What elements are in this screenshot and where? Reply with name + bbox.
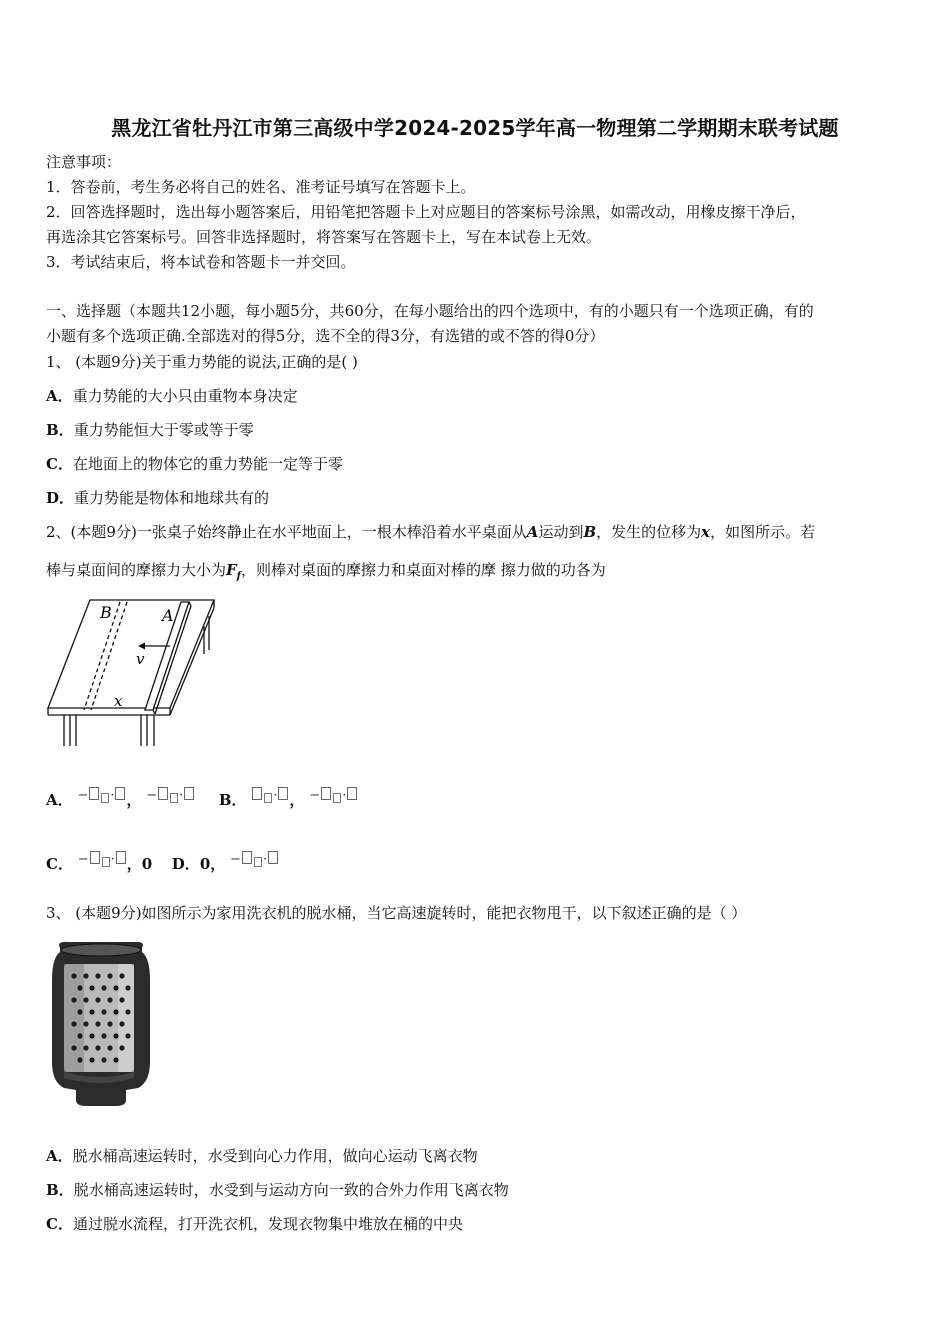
q3-option-c-letter: C． [46,1215,73,1233]
q2-option-d-letter: D． [171,855,200,873]
q3-option-c-text: 通过脱水流程，打开洗衣机，发现衣物集中堆放在桶的中央 [72,1215,463,1233]
q1-stem: 1、 (本题9分)关于重力势能的说法,正确的是( ) [46,353,358,371]
q2-force-symbol: F [226,561,237,579]
q2-option-b-formula-1: · [251,788,289,803]
figure-label-a: A [162,606,174,625]
q2-option-c-zero: 0 [141,855,153,873]
q2-option-a-letter: A． [46,791,73,809]
q2-option-b-comma: ， [289,791,305,809]
q1-option-b [46,420,254,440]
q1-option-a-letter: A． [46,387,73,405]
figure-label-v: v [136,650,145,668]
q2-option-d-zero: 0 [199,855,211,873]
page-title: 黑龙江省牡丹江市第三高级中学2024-2025学年高一物理第二学期期末联考试题 [111,116,839,140]
q1-option-c-text: 在地面上的物体它的重力势能一定等于零 [72,455,343,473]
q1-option-a [46,386,298,406]
q2-stem-text-4: ，如图所示。若 [710,523,816,541]
notice-item-3: 3．考试结束后，将本试卷和答题卡一并交回。 [46,253,356,271]
notice-item-1: 1．答卷前，考生务必将自己的姓名、准考证号填写在答题卡上。 [46,178,476,196]
q3-option-b [46,1180,509,1200]
q2-option-c-letter: C． [46,855,73,873]
q3-option-a-text: 脱水桶高速运转时，水受到向心力作用，做向心运动飞离衣物 [72,1147,478,1165]
figure-label-b: B [100,603,112,622]
q1-option-d-text: 重力势能是物体和地球共有的 [74,489,270,507]
q2-stem-line1 [46,522,815,542]
q3-option-b-text: 脱水桶高速运转时，水受到与运动方向一致的合外力作用飞离衣物 [73,1181,509,1199]
q2-options-row-cd: C． − · ，0 D．0， − · [46,854,279,876]
q2-stem-text-5: 棒与桌面间的摩擦力大小为 [46,561,227,579]
figure-label-x: x [114,692,123,710]
q2-option-b-formula-2: − · [309,788,358,803]
q3-option-c [46,1214,463,1234]
q2-stem-text-2: 运动到 [538,523,584,541]
notice-heading: 注意事项： [46,153,122,171]
q2-point-a: A [526,523,539,541]
q3-stem: 3、 (本题9分)如图所示为家用洗衣机的脱水桶，当它高速旋转时，能把衣物甩干，以下叙述正确的是（ ） [46,904,747,922]
q2-stem-text-6: ，则棒对桌面的摩擦力和桌面对棒的摩 擦力做的功各为 [240,561,606,579]
q1-option-b-text: 重力势能恒大于零或等于零 [73,421,254,439]
section-instructions-line1: 一、选择题（本题共12小题，每小题5分，共60分，在每小题给出的四个选项中，有的小题只有一个选项正确，有的 [46,302,814,320]
q1-option-c [46,454,343,474]
q2-stem-text-1: 2、(本题9分)一张桌子始终静止在水平地面上，一根木棒沿着水平桌面从 [46,523,527,541]
q3-drum-figure [46,940,156,1108]
q1-option-b-letter: B． [46,421,74,439]
q3-option-a [46,1146,478,1166]
q2-force-subscript: f [236,571,241,582]
q2-option-d-formula: − · [230,852,279,867]
q2-option-a-comma: ， [126,791,142,809]
notice-item-2: 2．回答选择题时，选出每小题答案后，用铅笔把答题卡上对应题目的答案标号涂黑，如需改动，用橡皮擦干净后， [46,203,806,221]
q2-stem-line2 [46,560,606,587]
q2-option-a-formula-1: − · [77,788,126,803]
notice-item-2-cont: 再选涂其它答案标号。回答非选择题时，将答案写在答题卡上，写在本试卷上无效。 [46,228,602,246]
q1-option-a-text: 重力势能的大小只由重物本身决定 [72,387,298,405]
q1-option-d [46,488,269,508]
q1-option-d-letter: D． [46,489,75,507]
q2-stem-text-3: ，发生的位移为 [596,523,702,541]
q2-point-b: B [583,523,597,541]
q2-option-b-letter: B． [218,791,247,809]
section-instructions-line2: 小题有多个选项正确.全部选对的得5分，选不全的得3分，有选错的或不答的得0分） [46,327,605,345]
q2-option-c-formula: − · [78,852,127,867]
q3-option-b-letter: B． [46,1181,74,1199]
q2-option-a-formula-2: − · [146,788,195,803]
q3-option-a-letter: A． [46,1147,73,1165]
q2-displacement-x: x [701,523,711,541]
q2-options-row-ab [46,790,358,812]
q1-option-c-letter: C． [46,455,73,473]
q2-table-figure [44,596,220,748]
